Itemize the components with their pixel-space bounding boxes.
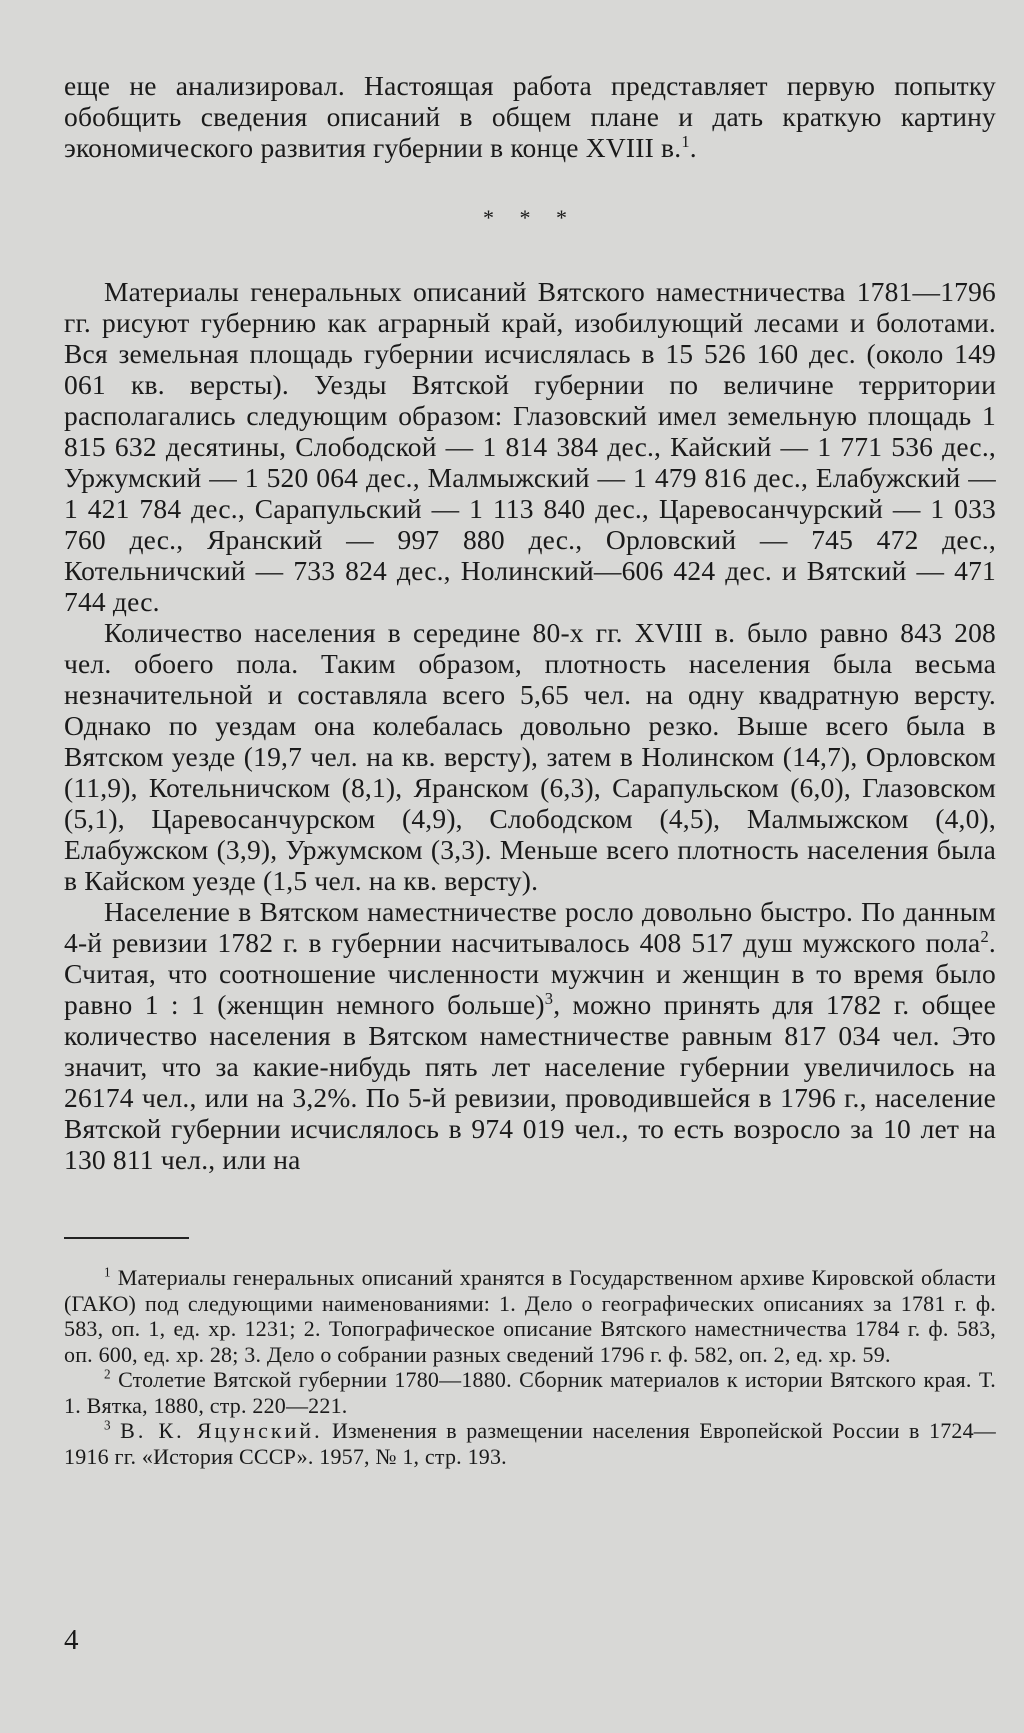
- paragraph-text: Население в Вятском наместничестве росло довольно быстро. По данным 4-й ревизии 1782 г. в губернии насчитывалось 408 517 душ мужского пола: [64, 896, 996, 958]
- footnote-text: Столетие Вятской губернии 1780—1880. Сборник материалов к истории Вятского края. Т. 1. Вятка, 1880, стр. 220—221.: [64, 1367, 996, 1418]
- page-number: 4: [64, 1624, 79, 1656]
- footnote-3: [64, 1418, 996, 1469]
- footnote-text: Изменения в размещении населения Европейской России в 1724—1916 гг. «История СССР». 1957, № 1, стр. 193.: [64, 1418, 996, 1469]
- footnote-2: [64, 1367, 996, 1418]
- footnote-1: [64, 1265, 996, 1367]
- footnote-author: В. К. Яцунский.: [120, 1418, 323, 1443]
- section-separator: * * *: [483, 205, 577, 230]
- footnote-ref[interactable]: 2: [980, 926, 989, 946]
- intro-text: еще не анализировал. Настоящая работа представляет первую попытку обобщить сведения описаний в общем плане и дать краткую картину экономического развития губернии в конце XVIII в.: [64, 70, 996, 163]
- footnote-divider: [64, 1237, 189, 1239]
- paragraph-density: Количество населения в середине 80-х гг. XVIII в. было равно 843 208 чел. обоего пола. Таким образом, плотность населения была весьма незначительной и составляла всего 5,65 чел. на одну квадратную версту. Однако по уездам она колебалась довольно резко. Выше всего была в Вятском уезде (19,7 чел. на кв. версту), затем в Нолинском (14,7), Орловском (11,9), Котельничском (8,1), Яранском (6,3), Сарапульском (6,0), Глазовском (5,1), Царевосанчурском (4,9), Слободском (4,5), Малмыжском (4,0), Елабужском (3,9), Уржумском (3,3). Меньше всего плотность населения была в Кайском уезде (1,5 чел. на кв. версту).: [64, 617, 996, 896]
- document-page: [64, 70, 996, 1469]
- paragraph-growth: [64, 896, 996, 1175]
- intro-end: .: [689, 132, 697, 163]
- footnote-text: Материалы генеральных описаний хранятся в Государственном архиве Кировской области (ГАКО) под следующими наименованиями: 1. Дело о географических описаниях за 1781 г. ф. 583, оп. 1, ед. хр. 1231; 2. Топографическое описание Вятского наместничества 1784 г. ф. 583, оп. 600, ед. хр. 28; 3. Дело о собрании разных сведений 1796 г. ф. 582, оп. 2, ед. хр. 59.: [64, 1265, 996, 1367]
- intro-paragraph: [64, 70, 996, 163]
- paragraph-text: , можно принять для 1782 г. общее количество населения в Вятском наместничестве равным 817 034 чел. Это значит, что за какие-нибудь пять лет население губернии увеличилось на 26174 чел., или на 3,2%. По 5-й ревизии, проводившейся в 1796 г., население Вятской губернии исчислялось в 974 019 чел., то есть возросло за 10 лет на 130 811 чел., или на: [64, 989, 996, 1175]
- footnote-mark: 2: [104, 1366, 111, 1382]
- footnote-mark: 3: [104, 1417, 111, 1433]
- paragraph-text: . Считая, что соотношение численности мужчин и женщин в то время было равно 1 : 1 (женщин немного больше): [64, 927, 996, 1020]
- footnote-ref[interactable]: 3: [544, 988, 554, 1008]
- footnote-mark: 1: [104, 1264, 111, 1280]
- paragraph-territory: Материалы генеральных описаний Вятского наместничества 1781—1796 гг. рисуют губернию как аграрный край, изобилующий лесами и болотами. Вся земельная площадь губернии исчислялась в 15 526 160 дес. (около 149 061 кв. версты). Уезды Вятской губернии по величине территории располагались следующим образом: Глазовский имел земельную площадь 1 815 632 десятины, Слободской — 1 814 384 дес., Кайский — 1 771 536 дес., Уржумский — 1 520 064 дес., Малмыжский — 1 479 816 дес., Елабужский — 1 421 784 дес., Сарапульский — 1 113 840 дес., Царевосанчурский — 1 033 760 дес., Яранский — 997 880 дес., Орловский — 745 472 дес., Котельничский — 733 824 дес., Нолинский—606 424 дес. и Вятский — 471 744 дес.: [64, 276, 996, 617]
- footnote-ref[interactable]: 1: [681, 131, 690, 151]
